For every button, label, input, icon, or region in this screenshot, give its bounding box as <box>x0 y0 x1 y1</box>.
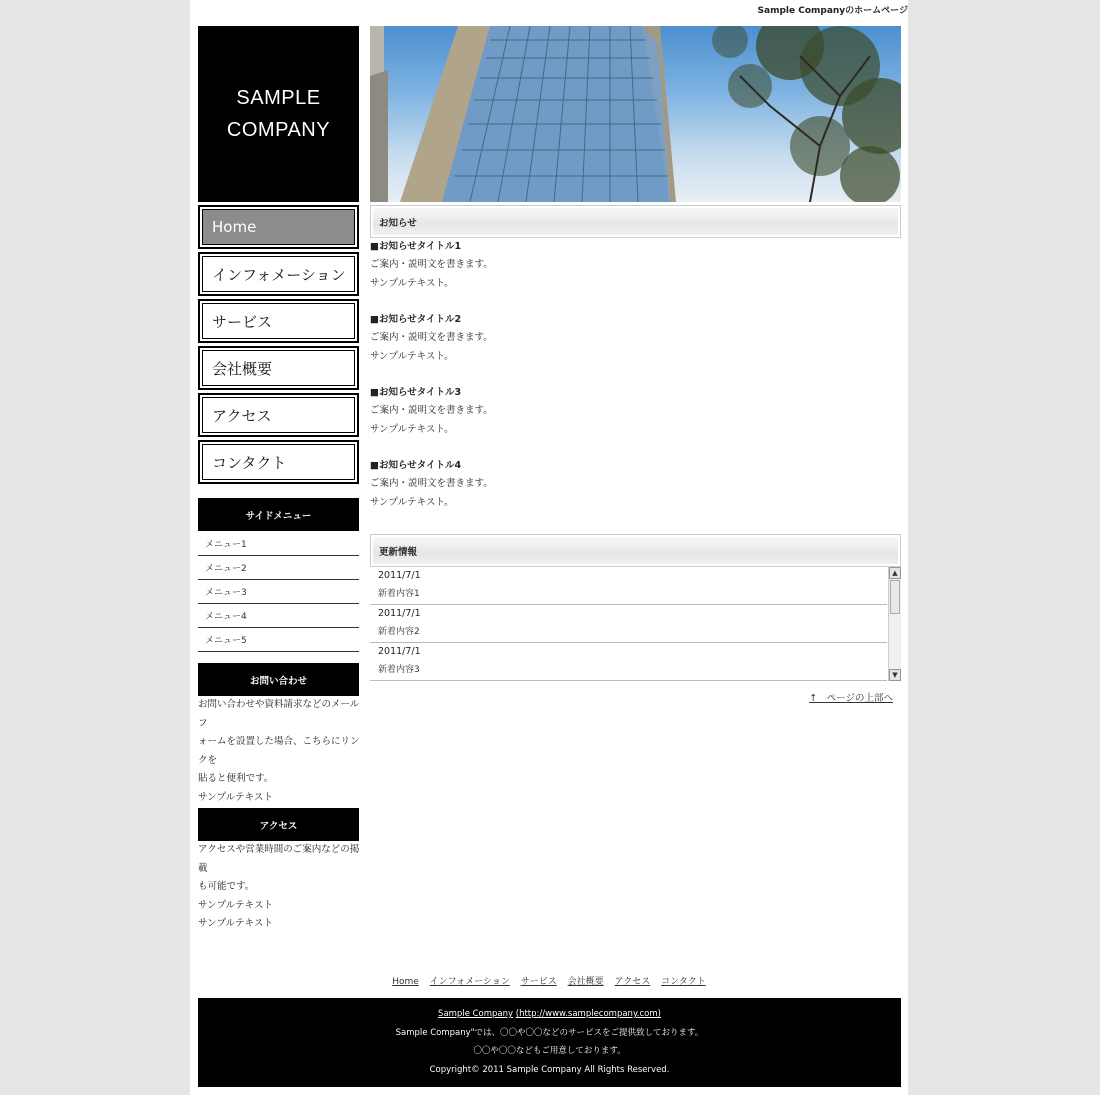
updates-scrollbar[interactable] <box>888 567 901 681</box>
footer-url-link[interactable]: (http://www.samplecompany.com) <box>515 1009 661 1019</box>
news-item <box>370 384 901 439</box>
access-heading: アクセス <box>198 808 359 841</box>
update-row <box>370 643 887 680</box>
news-description: ご案内・説明文を書きます。 <box>370 332 493 343</box>
side-menu-heading: サイドメニュー <box>198 498 359 531</box>
access-text <box>198 841 361 934</box>
news-title: ■お知らせタイトル1 <box>370 241 462 252</box>
news-sample-text: サンプルテキスト。 <box>370 350 454 362</box>
news-sample-text: サンプルテキスト。 <box>370 496 454 508</box>
access-line: アクセスや営業時間のご案内などの掲載 <box>198 844 360 874</box>
contact-line: サンプルテキスト <box>198 791 273 803</box>
news-description: ご案内・説明文を書きます。 <box>370 478 493 489</box>
update-row <box>370 567 887 605</box>
access-line: も可能です。 <box>198 881 255 892</box>
access-line: サンプルテキスト <box>198 918 273 929</box>
side-menu-item-3[interactable]: メニュー3 <box>198 580 359 604</box>
hero-image-building <box>370 26 901 202</box>
footer-link-home[interactable]: Home <box>392 977 419 987</box>
nav-item-contact[interactable]: コンタクト <box>198 440 359 484</box>
update-text: 新着内容2 <box>378 627 420 637</box>
footer-link-access[interactable]: アクセス <box>614 977 651 987</box>
news-list <box>370 238 901 530</box>
footer-nav <box>190 974 908 987</box>
main-nav <box>198 205 359 487</box>
logo-line-1: SAMPLE <box>236 87 321 109</box>
access-line: サンプルテキスト <box>198 899 273 911</box>
contact-line: 貼ると便利です。 <box>198 773 274 784</box>
update-row <box>370 605 887 643</box>
nav-item-company[interactable]: 会社概要 <box>198 346 359 390</box>
news-description: ご案内・説明文を書きます。 <box>370 405 493 416</box>
news-description: ご案内・説明文を書きます。 <box>370 259 493 270</box>
footer-company-link[interactable]: Sample Company <box>438 1009 514 1019</box>
back-to-top-link[interactable]: ↑ ページの上部へ <box>809 693 893 704</box>
update-date: 2011/7/1 <box>378 608 421 619</box>
news-item <box>370 457 901 512</box>
side-menu-item-5[interactable]: メニュー5 <box>198 628 359 652</box>
side-menu-item-2[interactable]: メニュー2 <box>198 556 359 580</box>
contact-line: ォームを設置した場合、こちらにリンクを <box>198 736 360 766</box>
update-date: 2011/7/1 <box>378 570 421 581</box>
footer-copyright: Copyright© 2011 Sample Company All Rights Reserved. <box>429 1064 670 1075</box>
updates-panel[interactable] <box>370 567 901 681</box>
news-item <box>370 238 901 293</box>
scroll-up-icon[interactable]: ▲ <box>889 567 901 579</box>
update-text: 新着内容1 <box>378 589 420 599</box>
footer-link-contact[interactable]: コンタクト <box>661 977 706 987</box>
footer-service-text: Sample Company"では、〇〇や〇〇などのサービスをご提供致しております。 <box>395 1027 704 1038</box>
news-item <box>370 311 901 366</box>
side-menu <box>198 532 359 652</box>
scroll-thumb[interactable] <box>890 580 900 614</box>
contact-heading: お問い合わせ <box>198 663 359 696</box>
news-heading: お知らせ <box>370 205 901 238</box>
side-menu-item-4[interactable]: メニュー4 <box>198 604 359 628</box>
nav-item-access[interactable]: アクセス <box>198 393 359 437</box>
nav-item-home[interactable]: Home <box>198 205 359 249</box>
footer-link-company[interactable]: 会社概要 <box>567 977 604 987</box>
scroll-down-icon[interactable]: ▼ <box>889 669 901 681</box>
nav-item-service[interactable]: サービス <box>198 299 359 343</box>
company-logo[interactable] <box>198 26 359 202</box>
logo-line-2: COMPANY <box>226 119 331 141</box>
footer-company-line <box>198 1005 901 1024</box>
site-tagline: Sample Companyのホームページ <box>757 6 908 16</box>
update-date: 2011/7/1 <box>378 646 421 657</box>
contact-text <box>198 696 361 826</box>
updates-list <box>370 567 887 681</box>
footer-link-information[interactable]: インフォメーション <box>429 977 510 987</box>
side-menu-item-1[interactable]: メニュー1 <box>198 532 359 556</box>
update-text: 新着内容3 <box>378 665 420 675</box>
footer-link-service[interactable]: サービス <box>520 977 557 987</box>
contact-line: お問い合わせや資料請求などのメールフ <box>198 699 360 729</box>
footer <box>198 998 901 1087</box>
news-title: ■お知らせタイトル4 <box>370 460 462 471</box>
news-title: ■お知らせタイトル2 <box>370 314 462 325</box>
footer-extra-text: 〇〇や〇〇などもご用意しております。 <box>473 1046 626 1056</box>
nav-item-information[interactable]: インフォメーション <box>198 252 359 296</box>
building-photo <box>370 26 901 202</box>
news-sample-text: サンプルテキスト。 <box>370 277 454 289</box>
news-sample-text: サンプルテキスト。 <box>370 423 454 435</box>
news-title: ■お知らせタイトル3 <box>370 387 462 398</box>
updates-heading: 更新情報 <box>370 534 901 567</box>
